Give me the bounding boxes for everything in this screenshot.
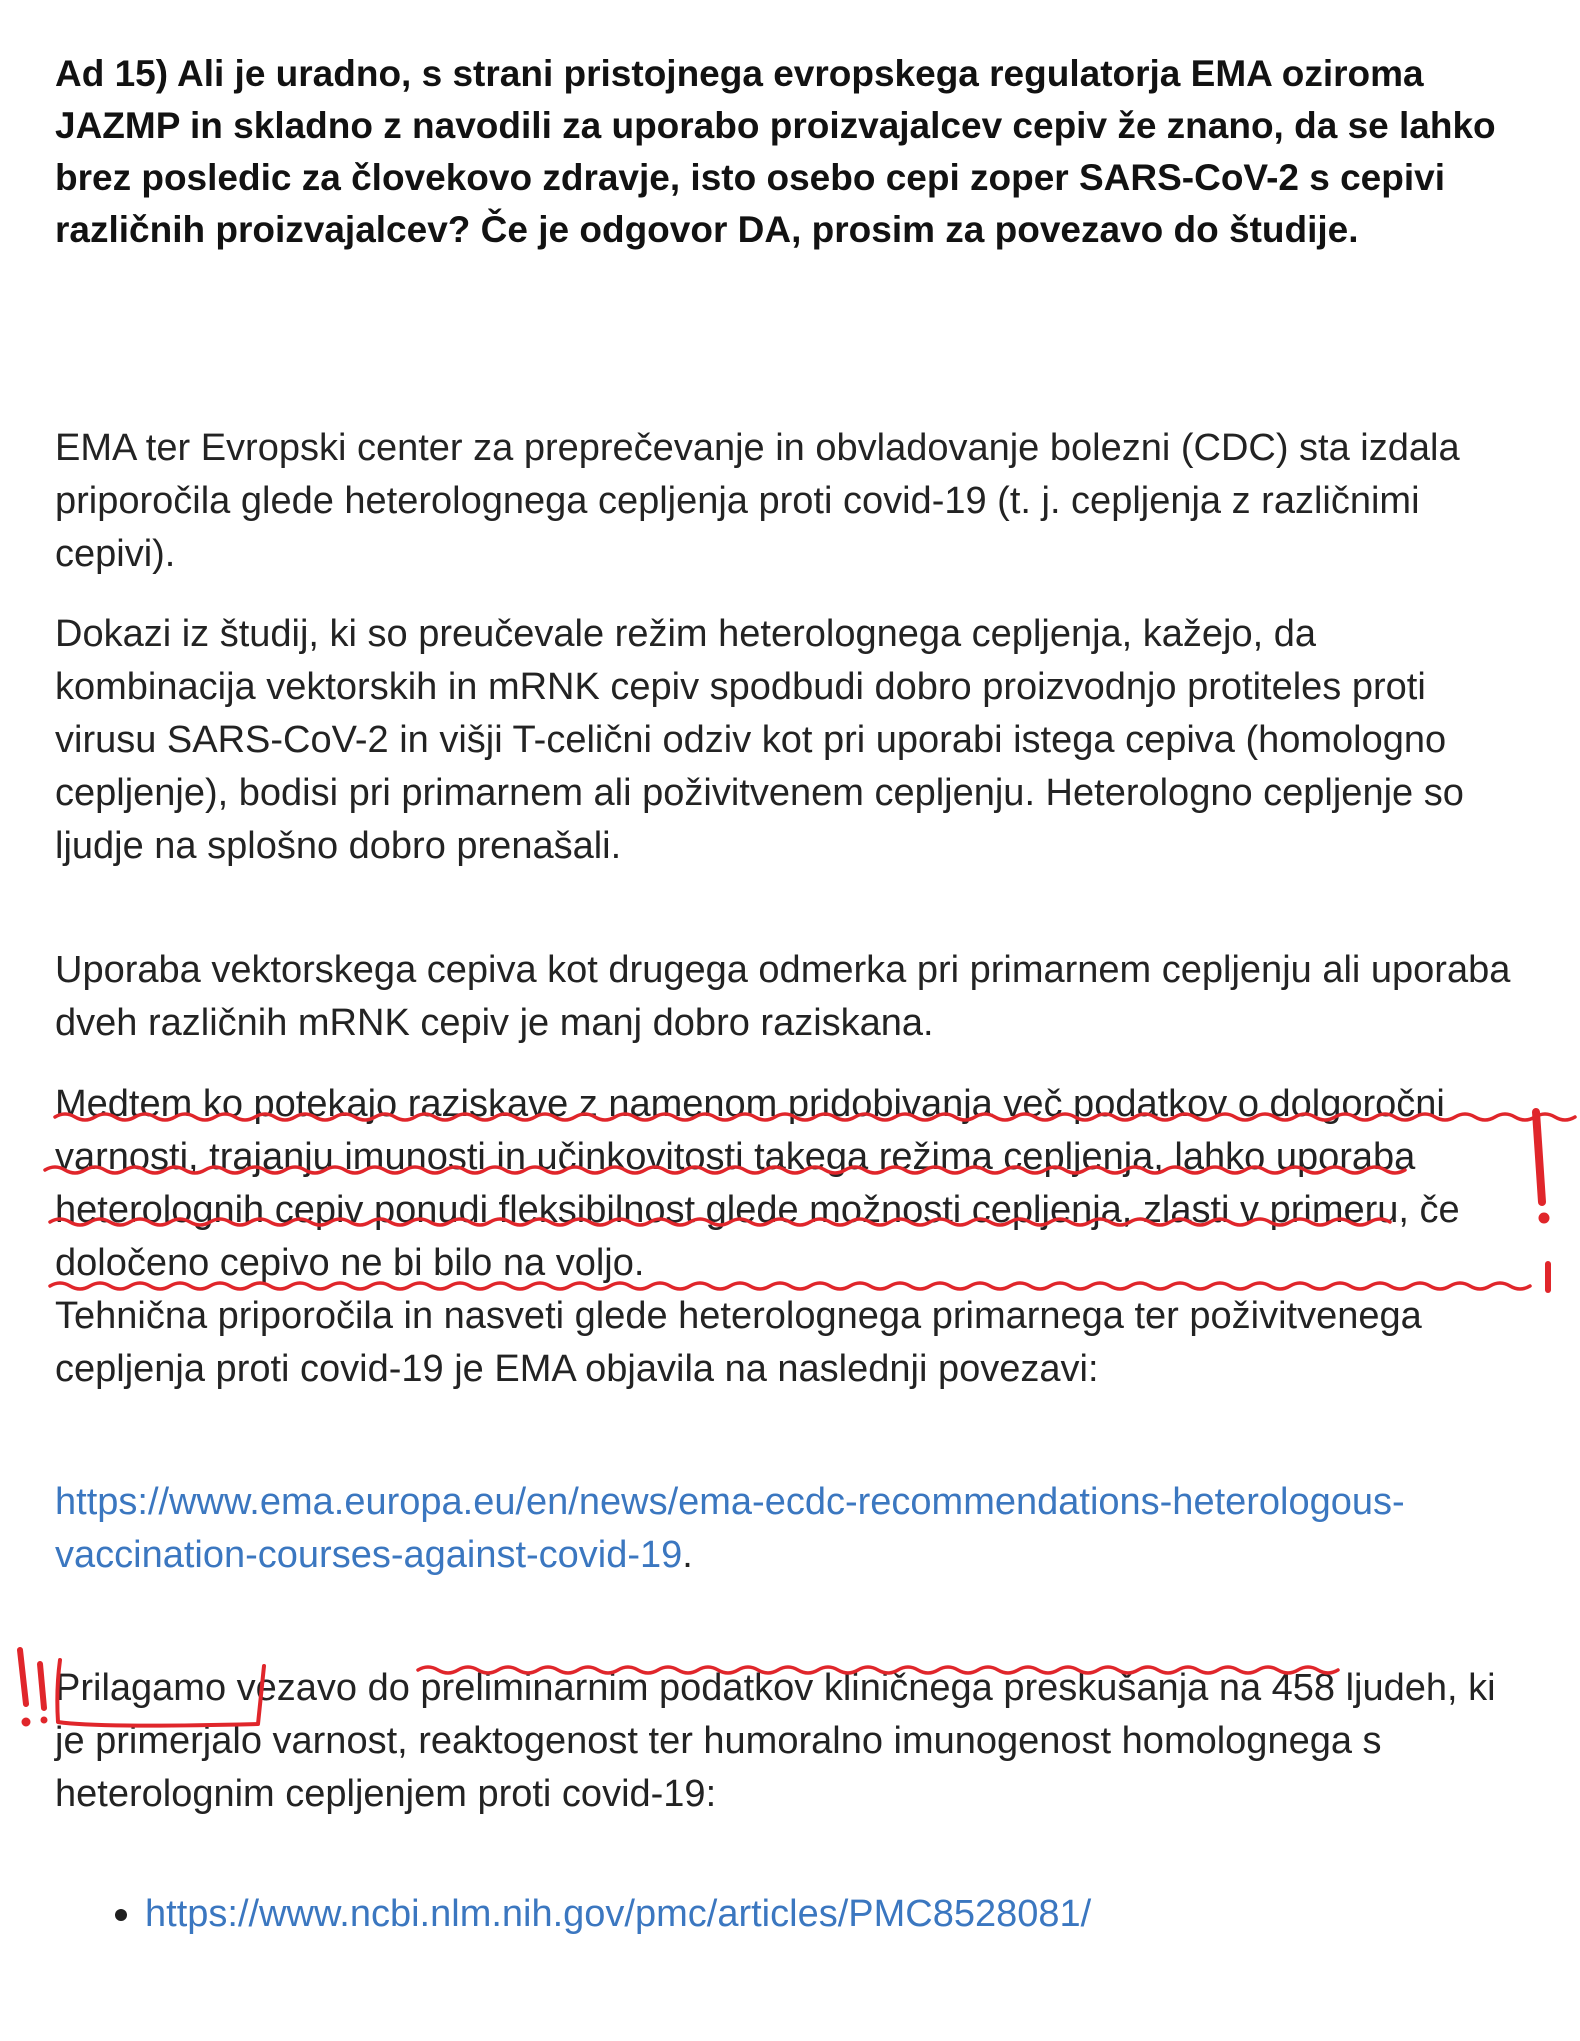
paragraph-4-highlighted: Medtem ko potekajo raziskave z namenom pridobivanja več podatkov o dolgoročni varnosti, trajanju imunosti in učinkovitosti takega režima cepljenja, lahko uporaba heterolognih cepiv ponudi fleksibilnost glede možnosti cepljenja, zlasti v primeru, če določeno cepivo ne bi bilo na voljo. — [55, 1083, 1460, 1284]
bullet-icon — [115, 1909, 127, 1921]
paragraph-2: Dokazi iz študij, ki so preučevale režim heterolognega cepljenja, kažejo, da kombinacija vektorskih in mRNK cepiv spodbudi dobro proizvodnjo protiteles proti virusu SARS-CoV-2 in višji T-celični odziv kot pri uporabi istega cepiva (homologno cepljenje), bodisi pri primarnem ali poživitvenem cepljenju. Heterologno cepljenje so ljudje na splošno dobro prenašali. — [55, 613, 1464, 867]
question-heading: Ad 15) Ali je uradno, s strani pristojnega evropskega regulatorja EMA oziroma JAZMP in skladno z navodili za uporabo proizvajalcev cepiv že znano, da se lahko brez posledic za človekovo zdravje, isto osebo cepi zoper SARS-CoV-2 s cepivi različnih proizvajalcev? Če je odgovor DA, prosim za povezavo do študije. — [55, 53, 1496, 250]
exclamation-mark-icon — [1536, 1112, 1542, 1202]
exclamation-mark-icon — [40, 1664, 44, 1708]
exclamation-dot-icon — [22, 1718, 30, 1726]
list-item — [55, 1888, 1091, 1941]
link-period: . — [682, 1534, 693, 1576]
paragraph-5: Tehnična priporočila in nasveti glede heterolognega primarnega ter poživitvenega cepljenja proti covid-19 je EMA objavila na naslednji povezavi: — [55, 1295, 1422, 1390]
ncbi-article-link[interactable]: https://www.ncbi.nlm.nih.gov/pmc/articles/PMC8528081/ — [145, 1893, 1092, 1935]
paragraph-1: EMA ter Evropski center za preprečevanje in obvladovanje bolezni (CDC) sta izdala priporočila glede heterolognega cepljenja proti covid-19 (t. j. cepljenja z različnimi cepivi). — [55, 427, 1460, 575]
ema-link-container — [55, 1476, 1455, 1582]
ema-recommendations-link[interactable]: https://www.ema.europa.eu/en/news/ema-ecdc-recommendations-heterologous-vaccination-courses-against-covid-19 — [55, 1481, 1405, 1576]
closing-paragraph: Prilagamo vezavo do preliminarnim podatkov kliničnega preskušanja na 458 ljudeh, ki je primerjalo varnost, reaktogenost ter humoralno imunogenost homolognega s heterolognim cepljenjem proti covid-19: — [55, 1667, 1496, 1815]
exclamation-dot-icon — [41, 1717, 47, 1723]
exclamation-mark-icon — [20, 1650, 26, 1704]
reference-list — [55, 1888, 1091, 1941]
paragraph-3: Uporaba vektorskega cepiva kot drugega odmerka pri primarnem cepljenju ali uporaba dveh različnih mRNK cepiv je manj dobro raziskana. — [55, 949, 1511, 1044]
exclamation-dot-icon — [1539, 1213, 1549, 1223]
